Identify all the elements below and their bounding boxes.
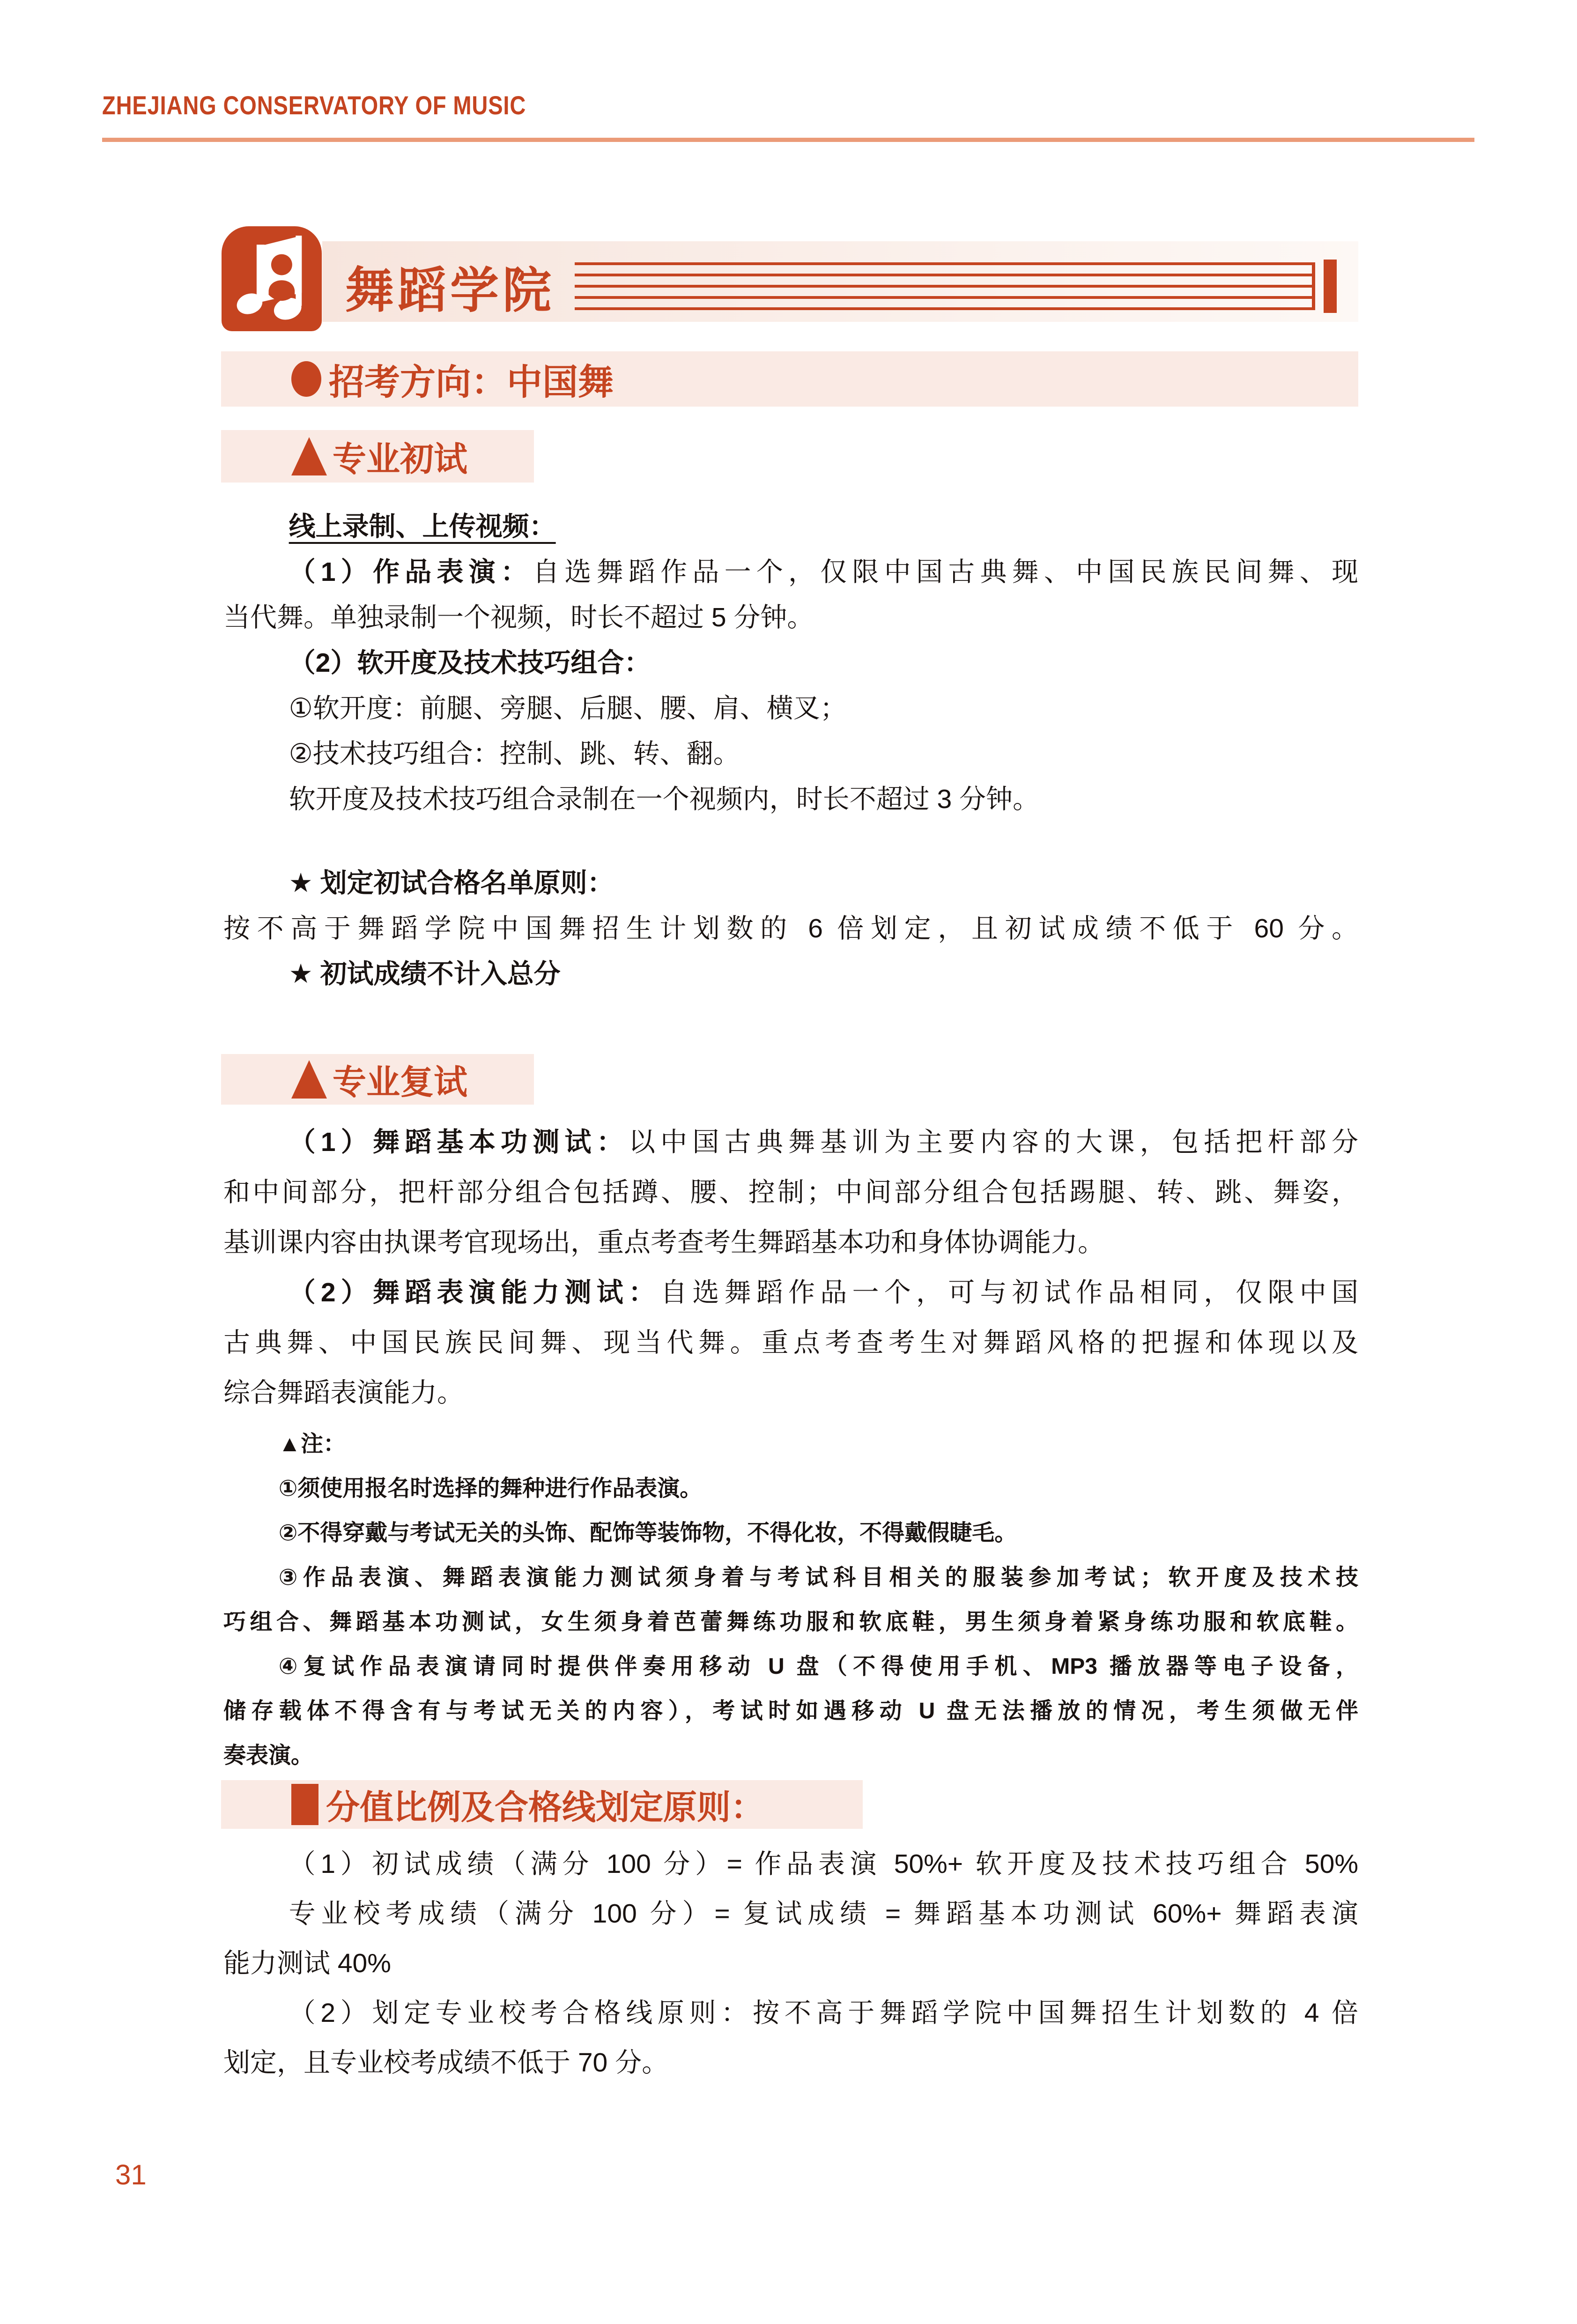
text-segment: 划定，且专业校考成绩不低于 70 分。 (223, 2048, 669, 2078)
music-note-logo (222, 226, 322, 331)
section-preliminary-title: 专业初试 (333, 441, 468, 478)
text-line (223, 1218, 1358, 1268)
page-number: 31 (115, 2159, 147, 2190)
text-line (223, 549, 1358, 595)
section-preliminary (221, 430, 534, 483)
text-line (223, 1268, 1358, 1318)
text-segment: （2）软开度及技术技巧组合： (289, 648, 651, 678)
text-segment: ▲注： (278, 1432, 346, 1456)
text-line (223, 1938, 1358, 1988)
text-segment: ②不得穿戴与考试无关的头饰、配饰等装饰物，不得化妆，不得戴假睫毛。 (278, 1521, 1017, 1545)
square-bullet-icon (291, 1784, 318, 1825)
text-line (223, 861, 1358, 906)
notes-text-block (223, 1422, 1358, 1778)
text-line (223, 1318, 1358, 1368)
text-line (223, 731, 1358, 777)
text-line (223, 1422, 1358, 1466)
staff-line (575, 285, 1315, 288)
text-segment: ①须使用报名时选择的舞种进行作品表演。 (278, 1476, 703, 1501)
section-scoring (221, 1780, 863, 1829)
text-segment: ★ 划定初试合格名单原则： (289, 868, 614, 898)
section-direction-title: 招考方向：中国舞 (329, 362, 614, 402)
section-retest (221, 1054, 534, 1105)
text-line (223, 1733, 1358, 1778)
text-line (223, 1117, 1358, 1167)
section-direction (221, 351, 1358, 407)
text-segment: 奏表演。 (223, 1743, 314, 1768)
header-rule (102, 138, 1474, 142)
text-line (223, 1167, 1358, 1218)
text-segment: ②技术技巧组合：控制、跳、转、翻。 (289, 739, 740, 769)
retest-text-block (223, 1117, 1358, 1418)
text-line (223, 906, 1358, 951)
scoring-text-block (223, 1839, 1358, 2087)
text-segment: 自选舞蹈作品一个，仅限中国古典舞、中国民族民间舞、现 (533, 557, 1359, 587)
text-segment: 综合舞蹈表演能力。 (223, 1378, 464, 1408)
text-segment: （2）划定专业校考合格线原则：按不高于舞蹈学院中国舞招生计划数的 4 倍 (289, 1998, 1358, 2028)
text-line (223, 1600, 1358, 1644)
text-segment: （1）舞蹈基本功测试： (289, 1127, 629, 1157)
text-segment: 古典舞、中国民族民间舞、现当代舞。重点考查考生对舞蹈风格的把握和体现以及 (223, 1328, 1358, 1358)
text-segment: （2）舞蹈表演能力测试： (289, 1277, 661, 1307)
staff-line (575, 296, 1315, 299)
text-line (223, 595, 1358, 640)
text-segment: 储存载体不得含有与考试无关的内容），考试时如遇移动 U 盘无法播放的情况，考生须做无伴 (223, 1699, 1358, 1723)
text-line (223, 1466, 1358, 1511)
text-segment: 软开度及技术技巧组合录制在一个视频内，时长不超过 3 分钟。 (289, 784, 1040, 814)
text-line (223, 777, 1358, 822)
triangle-bullet-icon (291, 437, 327, 475)
staff-barline-thin (1312, 262, 1315, 310)
text-line (223, 1555, 1358, 1600)
text-segment: （1）作品表演： (289, 557, 533, 587)
section-retest-title: 专业复试 (333, 1064, 468, 1101)
text-segment: 基训课内容由执课考官现场出，重点考查考生舞蹈基本功和身体协调能力。 (223, 1227, 1104, 1257)
text-segment: 巧组合、舞蹈基本功测试，女生须身着芭蕾舞练功服和软底鞋，男生须身着紧身练功服和软底鞋。 (223, 1610, 1358, 1634)
text-line (223, 1368, 1358, 1418)
school-title: 舞蹈学院 (345, 264, 555, 318)
staff-line (575, 274, 1315, 276)
text-segment: ①软开度：前腿、旁腿、后腿、腰、肩、横叉； (289, 693, 847, 723)
text-segment: （1）初试成绩（满分 100 分）= 作品表演 50%+ 软开度及技术技巧组合 50% (289, 1849, 1358, 1879)
triangle-bullet-icon (291, 1060, 327, 1099)
text-line (223, 1839, 1358, 1889)
text-segment: 当代舞。单独录制一个视频，时长不超过 5 分钟。 (223, 602, 814, 632)
text-line (223, 951, 1358, 997)
text-segment: ④复试作品表演请同时提供伴奏用移动 U 盘（不得使用手机、MP3 播放器等电子设备， (278, 1654, 1358, 1679)
text-segment: ★ 初试成绩不计入总分 (289, 959, 561, 989)
staff-line (575, 307, 1315, 310)
text-segment: 和中间部分，把杆部分组合包括蹲、腰、控制；中间部分组合包括踢腿、转、跳、舞姿， (223, 1177, 1358, 1207)
preliminary-text-block (223, 504, 1358, 997)
section-scoring-title: 分值比例及合格线划定原则： (326, 1789, 765, 1827)
text-segment: 能力测试 40% (223, 1948, 391, 1978)
conservatory-brand-text: ZHEJIANG CONSERVATORY OF MUSIC (102, 90, 526, 120)
text-line (223, 1889, 1358, 1938)
text-line (223, 1644, 1358, 1689)
text-line (223, 1511, 1358, 1555)
text-segment: 以中国古典舞基训为主要内容的大课，包括把杆部分 (628, 1127, 1359, 1157)
text-segment: 自选舞蹈作品一个，可与初试作品相同，仅限中国 (660, 1277, 1358, 1307)
circle-bullet-icon (291, 361, 321, 397)
text-line (223, 1689, 1358, 1733)
staff-barline-thick (1324, 260, 1337, 313)
text-line (223, 686, 1358, 731)
staff-line (575, 262, 1315, 265)
text-segment: 专业校考成绩（满分 100 分）= 复试成绩 = 舞蹈基本功测试 60%+ 舞蹈表演 (289, 1899, 1358, 1929)
music-note-icon (222, 226, 322, 331)
text-line (223, 2038, 1358, 2087)
text-line (223, 1988, 1358, 2038)
text-segment: 按不高于舞蹈学院中国舞招生计划数的 6 倍划定，且初试成绩不低于 60 分。 (223, 913, 1358, 943)
text-line (223, 504, 1358, 549)
text-line (223, 640, 1358, 686)
text-segment: ③作品表演、舞蹈表演能力测试须身着与考试科目相关的服装参加考试；软开度及技术技 (278, 1565, 1358, 1590)
text-segment: 线上录制、上传视频： (289, 512, 556, 542)
